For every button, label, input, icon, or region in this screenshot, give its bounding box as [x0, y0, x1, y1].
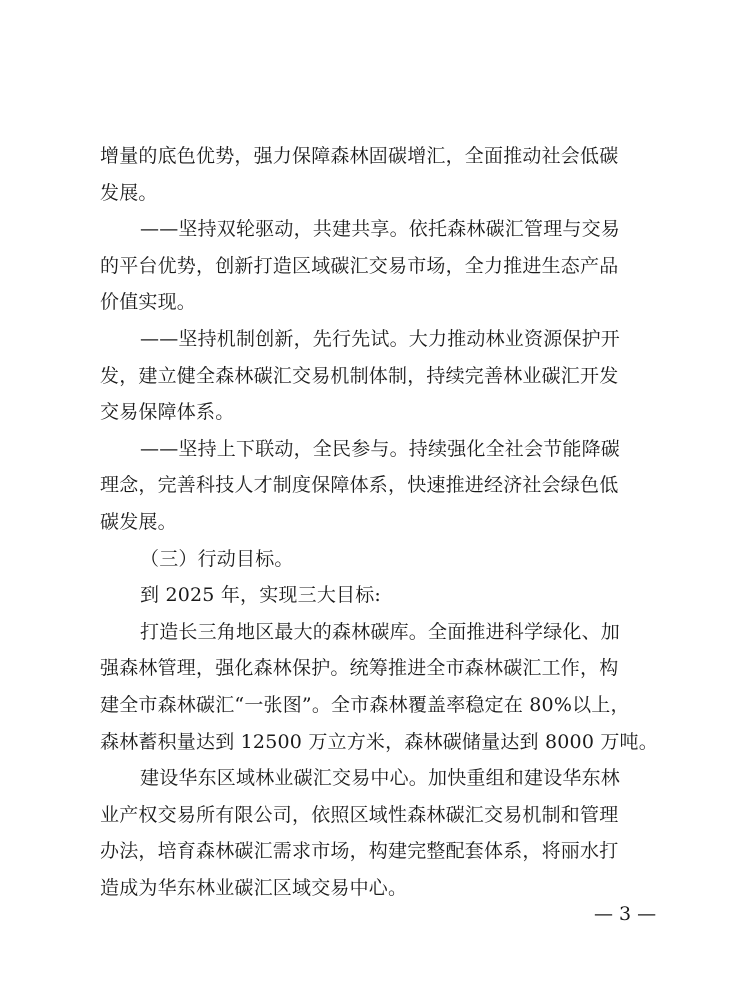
text-line: 的平台优势，创新打造区域碳汇交易市场，全力推进生态产品 [100, 254, 619, 277]
text-line: 打造长三角地区最大的森林碳库。全面推进科学绿化、加 [140, 620, 621, 643]
text-line: 建设华东区域林业碳汇交易中心。加快重组和建设华东林 [140, 767, 621, 790]
text-line: 造成为华东林业碳汇区域交易中心。 [100, 876, 408, 899]
page-number: — 3 — [594, 903, 657, 925]
text-line: ——坚持机制创新，先行先试。大力推动林业资源保护开 [140, 327, 621, 350]
text-line: 理念，完善科技人才制度保障体系，快速推进经济社会绿色低 [100, 474, 619, 497]
text-line: 建全市森林碳汇“一张图”。全市森林覆盖率稳定在 80%以上， [100, 693, 630, 716]
text-line: 交易保障体系。 [100, 401, 235, 424]
text-line: 到 2025 年，实现三大目标: [140, 584, 382, 607]
document-body [100, 138, 660, 906]
text-line: 发，建立健全森林碳汇交易机制体制，持续完善林业碳汇开发 [100, 364, 619, 387]
text-line: ——坚持双轮驱动，共建共享。依托森林碳汇管理与交易 [140, 218, 621, 241]
text-line: ——坚持上下联动，全民参与。持续强化全社会节能降碳 [140, 437, 621, 460]
text-line: 办法，培育森林碳汇需求市场，构建完整配套体系，将丽水打 [100, 840, 619, 863]
text-line: 强森林管理，强化森林保护。统筹推进全市森林碳汇工作，构 [100, 657, 619, 680]
text-line: 碳发展。 [100, 510, 177, 533]
text-line: 增量的底色优势，强力保障森林固碳增汇，全面推动社会低碳 [100, 145, 619, 167]
text-line: 业产权交易所有限公司，依照区域性森林碳汇交易机制和管理 [100, 803, 619, 826]
text-line: 发展。 [100, 181, 158, 204]
text-line: （三）行动目标。 [140, 547, 294, 570]
text-line: 价值实现。 [100, 291, 197, 314]
text-line: 森林蓄积量达到 12500 万立方米，森林碳储量达到 8000 万吨。 [100, 730, 658, 753]
